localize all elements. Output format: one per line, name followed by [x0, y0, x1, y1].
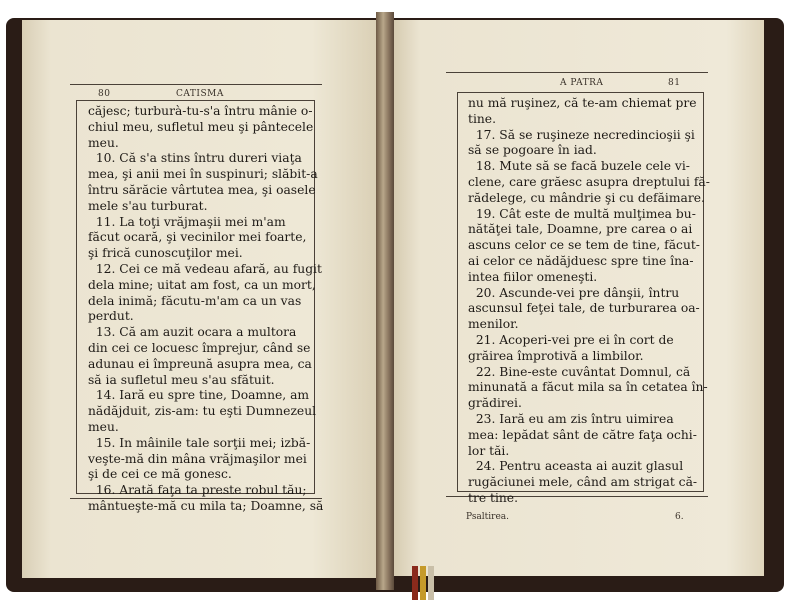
right_page-text-line: nătăţei tale, Doamne, pre carea o ai [468, 222, 693, 237]
right_page-text-line: 18. Mute să se facă buzele cele vi- [468, 159, 690, 174]
left-page-number: 80 [98, 89, 111, 99]
left_page-text-line: nădăjduit, zis-am: tu eşti Dumnezeul [88, 404, 317, 419]
left_page-text-line: dela mine; uitat am fost, ca un mort, [88, 277, 316, 292]
left_page-text-line: 15. In mâinile tale sorţii mei; izbă- [88, 435, 311, 450]
left_page-text-line: 16. Arată faţa ta preste robul tău; [88, 483, 307, 498]
right_page-text-line: 22. Bine-este cuvântat Domnul, că [468, 364, 691, 379]
left_page-text-line: făcut ocară, şi vecinilor mei foarte, [88, 230, 307, 245]
left_page-text-line: dela inimă; făcutu-m'am ca un vas [88, 293, 302, 308]
left_page-text-line: 13. Că am auzit ocara a multora [88, 325, 297, 340]
bookmark-ribbon-white [428, 566, 434, 600]
right_page-text-line: 24. Pentru aceasta ai auzit glasul [468, 459, 684, 474]
right-footer-title: Psaltirea. [466, 512, 510, 522]
left_page-text-line: 14. Iară eu spre tine, Doamne, am [88, 388, 310, 403]
left_page-text-line: 11. La toţi vrăjmaşii mei m'am [88, 214, 286, 229]
right_page-text-line: minunată a făcut mila sa în cetatea în- [468, 380, 708, 395]
right-footer-signature: 6. [675, 512, 684, 522]
left_page-text-line: mea, şi anii mei în suspinuri; slăbit-a [88, 167, 318, 182]
left_page-text-line: veşte-mă din mâna vrăjmaşilor mei [88, 451, 307, 466]
right_page-text-line: nu mă ruşinez, că te-am chiemat pre [468, 96, 697, 110]
left-running-head: CATISMA [176, 89, 224, 99]
right_page-text-line: ai celor ce nădăjduesc spre tine îna- [468, 253, 694, 268]
left_page-text-line: meu. [88, 135, 119, 150]
right_page-text-line: 23. Iară eu am zis întru uimirea [468, 411, 674, 426]
right_page-text-line: clene, care grăesc asupra dreptului fă- [468, 174, 710, 189]
left_page-text-line: căjesc; turburà-tu-s'a întru mânie o- [88, 104, 313, 118]
right_page-text-line: ascunsul feţei tale, de turburarea oa- [468, 301, 700, 316]
left_page-text-line: 10. Că s'a stins întru dureri viaţa [88, 151, 302, 166]
bookmark-ribbon-red [412, 566, 418, 600]
left_page-text-line: meu. [88, 419, 119, 434]
right_page-text-line: 20. Ascunde-vei pre dânşii, întru [468, 285, 680, 300]
left_page-text-line: şi de cei ce mă gonesc. [88, 467, 232, 482]
right-header-rule [446, 72, 708, 73]
right_page-text-line: să se pogoare în iad. [468, 143, 597, 158]
left-page-text [88, 104, 323, 515]
right-page-number: 81 [668, 78, 681, 88]
left_page-text-line: chiul meu, sufletul meu şi pântecele [88, 119, 314, 134]
right-running-head: A PATRA [560, 78, 604, 88]
right_page-text-line: tine. [468, 111, 496, 126]
left_page-text-line: din cei ce locuesc împrejur, când se [88, 340, 311, 355]
right_page-text-line: 17. Să se ruşineze necredincioşii şi [468, 127, 695, 142]
book-spine [376, 12, 394, 590]
right_page-text-line: rugăciunei mele, când am strigat că- [468, 475, 698, 490]
right_page-text-line: 19. Cât este de multă mulţimea bu- [468, 206, 696, 221]
right-page-text [468, 96, 710, 507]
right_page-text-line: grăirea împrotivă a limbilor. [468, 348, 644, 363]
left_page-text-line: întru sărăcie vârtutea mea, şi oasele [88, 182, 316, 197]
right_page-text-line: lor tăi. [468, 443, 510, 458]
left_page-text-line: perdut. [88, 309, 134, 324]
right_page-text-line: tre tine. [468, 490, 518, 505]
left_page-text-line: mele s'au turburat. [88, 198, 208, 213]
right_page-text-line: mea: lepădat sânt de către faţa ochi- [468, 427, 697, 442]
right_page-text-line: menilor. [468, 317, 519, 332]
left_page-text-line: adunau ei împreună asupra mea, ca [88, 356, 312, 371]
right_page-text-line: intea fiilor omeneşti. [468, 269, 598, 284]
left_page-text-line: mântueşte-mă cu mila ta; Doamne, să [88, 498, 324, 513]
right_page-text-line: 21. Acoperi-vei pre ei în cort de [468, 332, 674, 347]
left_page-text-line: 12. Cei ce mă vedeau afară, au fugit [88, 261, 322, 276]
left_page-text-line: şi frică cunoscuţilor mei. [88, 246, 243, 261]
right_page-text-line: ascuns celor ce se tem de tine, făcut- [468, 238, 700, 253]
left-header-rule [70, 84, 322, 85]
left_page-text-line: să ia sufletul meu s'au sfătuit. [88, 372, 275, 387]
bookmark-ribbon-gold [420, 566, 426, 600]
right_page-text-line: grădirei. [468, 396, 522, 411]
right_page-text-line: rădelege, cu mândrie şi cu defăimare. [468, 190, 705, 205]
